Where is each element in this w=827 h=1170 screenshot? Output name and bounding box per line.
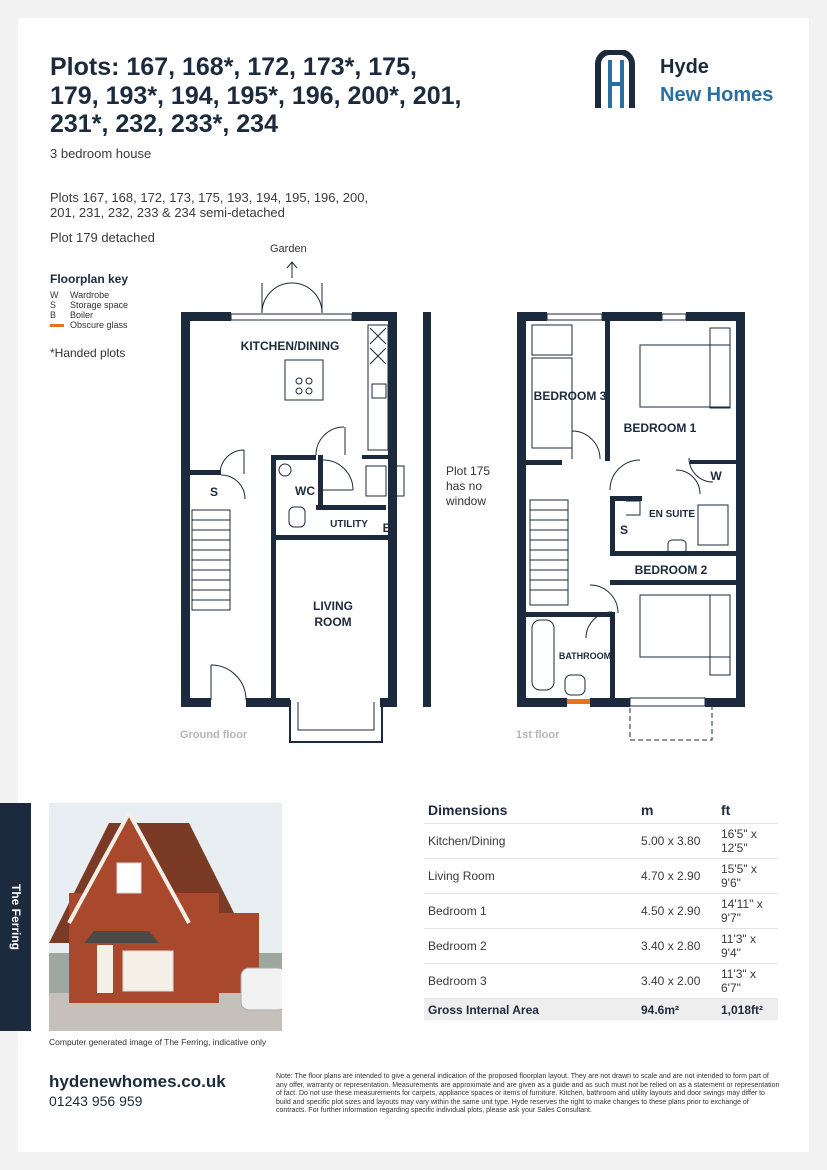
semi-detached-plots: Plots 167, 168, 172, 173, 175, 193, 194, 195, 196, 200, 201, 231, 232, 233 & 234 semi-detached bbox=[50, 190, 369, 220]
column-header-m: m bbox=[641, 802, 654, 818]
ground-floor-labels bbox=[210, 339, 392, 629]
room-m: 4.50 x 2.90 bbox=[637, 894, 717, 929]
plot-175-note bbox=[446, 464, 490, 509]
logo-text-new-homes: New Homes bbox=[660, 84, 774, 106]
plot-175-note-line: window bbox=[446, 494, 487, 508]
room-m: 3.40 x 2.00 bbox=[637, 964, 717, 999]
side-tab bbox=[0, 803, 31, 1031]
key-label: Wardrobe bbox=[70, 290, 110, 300]
boiler-marker: B bbox=[382, 521, 392, 535]
room-en-suite: EN SUITE bbox=[648, 509, 696, 520]
dimensions-table bbox=[424, 800, 778, 1020]
key-code: S bbox=[50, 300, 57, 310]
ground-floor-label: Ground floor bbox=[180, 729, 248, 741]
plot-175-note-line: has no bbox=[446, 479, 483, 493]
room-ft: 14'11" x 9'7" bbox=[717, 894, 778, 929]
garden-label: Garden bbox=[270, 243, 307, 255]
side-tab-label: The Ferring bbox=[8, 883, 23, 951]
gross-ft: 1,018ft² bbox=[717, 999, 778, 1021]
room-ft: 16'5" x 12'5" bbox=[717, 824, 778, 859]
first-floor-labels bbox=[534, 389, 723, 661]
plot-175-note-line: Plot 175 bbox=[446, 464, 491, 478]
room-m: 5.00 x 3.80 bbox=[637, 824, 717, 859]
room-ft: 11'3" x 9'4" bbox=[717, 929, 778, 964]
room-name: Bedroom 3 bbox=[424, 964, 637, 999]
table-row bbox=[424, 859, 778, 894]
room-name: Bedroom 1 bbox=[424, 894, 637, 929]
room-bedroom-3: BEDROOM 3 bbox=[533, 389, 607, 403]
room-m: 3.40 x 2.80 bbox=[637, 929, 717, 964]
table-row bbox=[424, 964, 778, 999]
house-type: 3 bedroom house bbox=[50, 146, 152, 161]
first-floor-fittings bbox=[530, 314, 730, 740]
dimensions-header-row bbox=[424, 800, 778, 824]
room-name: Kitchen/Dining bbox=[424, 824, 637, 859]
phone-number[interactable]: 01243 956 959 bbox=[49, 1093, 143, 1109]
ground-floor-fittings bbox=[192, 262, 404, 742]
storage-marker-first: S bbox=[619, 523, 629, 537]
room-living-line1: LIVING bbox=[312, 599, 354, 613]
storage-marker: S bbox=[209, 485, 219, 499]
table-row bbox=[424, 824, 778, 859]
key-label: Obscure glass bbox=[70, 320, 128, 330]
room-wc: WC bbox=[295, 484, 315, 498]
room-ft: 15'5" x 9'6" bbox=[717, 859, 778, 894]
room-bedroom-2: BEDROOM 2 bbox=[634, 563, 708, 577]
dimensions-title: Dimensions bbox=[428, 802, 508, 818]
column-header-ft: ft bbox=[721, 802, 731, 818]
room-ft: 11'3" x 6'7" bbox=[717, 964, 778, 999]
gross-area-row bbox=[424, 999, 778, 1021]
house-image bbox=[49, 803, 282, 1031]
room-kitchen-dining: KITCHEN/DINING bbox=[240, 339, 340, 353]
obscure-glass-window bbox=[567, 699, 590, 704]
detached-plot: Plot 179 detached bbox=[50, 230, 155, 245]
page-title: Plots: 167, 168*, 172, 173*, 175, 179, 193*, 194, 195*, 196, 200*, 201, 231*, 232, 233*, 234 bbox=[50, 53, 462, 138]
logo-text-hyde: Hyde bbox=[660, 56, 709, 78]
room-bedroom-1: BEDROOM 1 bbox=[623, 421, 697, 435]
table-row bbox=[424, 929, 778, 964]
room-name: Living Room bbox=[424, 859, 637, 894]
bedroom2-window bbox=[630, 698, 705, 706]
wardrobe-marker: W bbox=[710, 469, 722, 483]
room-bathroom: BATHROOM bbox=[558, 651, 612, 661]
floorplan-key-title: Floorplan key bbox=[50, 272, 129, 286]
plot-175-wall bbox=[423, 312, 431, 707]
room-utility: UTILITY bbox=[330, 519, 368, 530]
room-m: 4.70 x 2.90 bbox=[637, 859, 717, 894]
key-code: W bbox=[50, 290, 59, 300]
key-label: Storage space bbox=[70, 300, 129, 310]
gross-label: Gross Internal Area bbox=[424, 999, 637, 1021]
room-name: Bedroom 2 bbox=[424, 929, 637, 964]
gross-m: 94.6m² bbox=[637, 999, 717, 1021]
room-living-line2: ROOM bbox=[314, 615, 352, 629]
image-caption: Computer generated image of The Ferring, indicative only bbox=[49, 1037, 267, 1047]
disclaimer-note: Note: The floor plans are intended to give a general indication of the proposed floorplan layout. They are not drawn to scale and are not intended to form part of any offer, warranty or representation. Measurements are approximate and are given as a guide and as such must not be relied on as a statement or representation of fact. Do not use these measurements for carpets, appliance spaces or items of furniture. Kitchen, bathroom and utility layouts and door swings may differ to build and specific plot sizes and layouts may vary within the same unit type. Hyde reserves the right to make changes to these plans prior to exchange of contracts. For further information regarding specific individual plots, please ask your Sales Consultant. bbox=[276, 1073, 780, 1115]
handed-plots-note: *Handed plots bbox=[50, 346, 126, 360]
website-link[interactable]: hydenewhomes.co.uk bbox=[49, 1072, 226, 1091]
first-floor-label: 1st floor bbox=[516, 729, 560, 741]
key-code: B bbox=[50, 310, 57, 320]
key-label: Boiler bbox=[70, 310, 94, 320]
table-row bbox=[424, 894, 778, 929]
